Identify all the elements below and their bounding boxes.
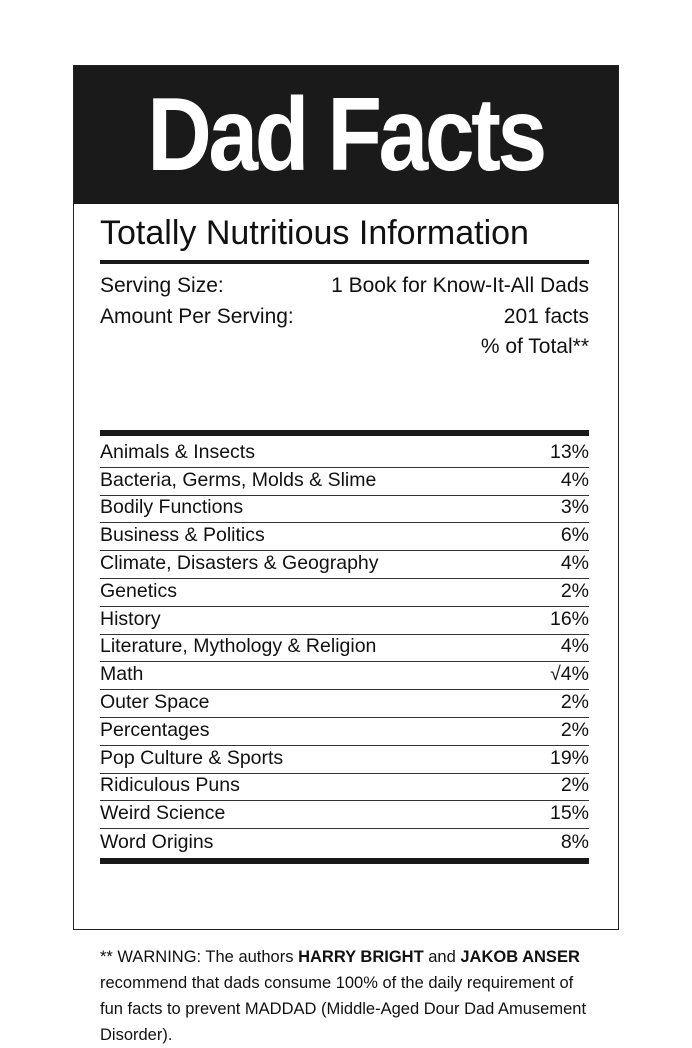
table-row [100,440,589,468]
table-row [100,829,589,857]
table-row [100,468,589,496]
category-percent: 6% [560,524,589,547]
category-label: Weird Science [100,802,226,825]
table-row [100,801,589,829]
category-percent: 2% [560,774,589,797]
percent-of-total-header: % of Total** [480,335,589,358]
category-percent: 4% [560,635,589,658]
category-percent: 19% [549,746,589,769]
table-row [100,523,589,551]
category-label: Literature, Mythology & Religion [100,635,377,658]
warning-prefix: ** WARNING: The authors [100,948,299,966]
category-percent: 4% [560,551,589,574]
category-label: Climate, Disasters & Geography [100,551,379,574]
table-row [100,579,589,607]
category-label: Genetics [100,579,177,602]
table-row [100,607,589,635]
category-label: Word Origins [100,830,214,853]
facts-table [100,440,589,857]
category-percent: 3% [560,496,589,519]
category-label: Ridiculous Puns [100,774,240,797]
amount-per-serving-value: 201 facts [503,305,589,328]
category-percent: 8% [560,830,589,853]
table-row [100,746,589,774]
table-row [100,551,589,579]
author-name: HARRY BRIGHT [298,948,424,966]
serving-size-label: Serving Size: [100,274,224,297]
table-row [100,635,589,663]
category-label: Math [100,663,144,686]
thick-divider-rule [100,430,589,436]
category-percent: √4% [550,663,589,686]
warning-suffix: recommend that dads consume 100% of the daily requirement of fun facts to prevent MADDAD (Middle-Aged Dour Dad Amusement Disorder). [100,974,587,1044]
label-body [100,204,589,1044]
serving-size-value: 1 Book for Know-It-All Dads [331,274,589,297]
table-row [100,496,589,524]
bottom-divider-rule [100,858,589,864]
table-row [100,690,589,718]
divider-rule [100,260,589,264]
warning-and: and [423,948,461,966]
category-percent: 2% [560,718,589,741]
category-label: Pop Culture & Sports [100,746,284,769]
table-row [100,662,589,690]
category-percent: 4% [560,468,589,491]
table-row [100,774,589,802]
category-label: Percentages [100,718,210,741]
amount-per-serving-label: Amount Per Serving: [100,305,294,328]
page-title: Dad Facts [147,77,545,193]
warning-text [100,944,589,1048]
subtitle: Totally Nutritious Information [100,214,529,252]
category-percent: 2% [560,690,589,713]
category-percent: 16% [549,607,589,630]
category-label: Business & Politics [100,524,265,547]
category-label: Outer Space [100,690,210,713]
category-percent: 15% [549,802,589,825]
author-name: JAKOB ANSER [460,948,580,966]
nutrition-label [73,65,619,1044]
category-label: Animals & Insects [100,440,255,463]
table-row [100,718,589,746]
category-label: Bodily Functions [100,496,244,519]
title-bar [74,66,618,204]
category-percent: 2% [560,579,589,602]
category-label: Bacteria, Germs, Molds & Slime [100,468,377,491]
category-label: History [100,607,161,630]
category-percent: 13% [549,440,589,463]
